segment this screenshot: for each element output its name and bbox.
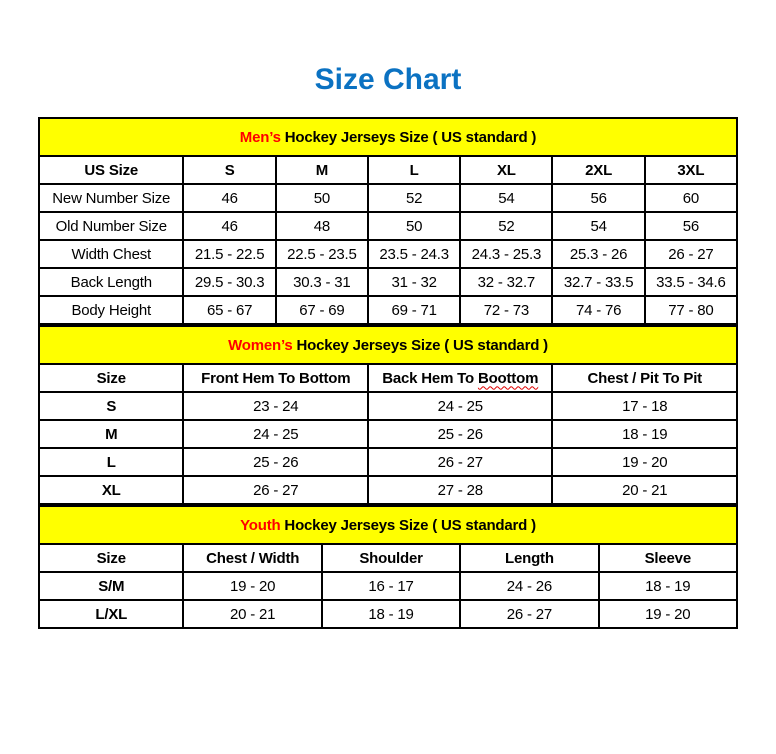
mens-row-label-old-number-size: Old Number Size [39, 212, 183, 240]
mens-width-chest-value-5: 26 - 27 [645, 240, 737, 268]
mens-col-header-2xl: 2XL [552, 156, 644, 184]
youth-l-xl-value-3: 19 - 20 [599, 600, 737, 628]
womens-s-value-2: 17 - 18 [552, 392, 737, 420]
womens-size-table [38, 325, 738, 505]
mens-col-header-xl: XL [460, 156, 552, 184]
womens-row-label-l: L [39, 448, 183, 476]
womens-col-header-back-hem-to-boottom: Back Hem To Boottom [368, 364, 553, 392]
womens-section-title [39, 326, 737, 364]
youth-s-m-value-0: 19 - 20 [183, 572, 321, 600]
mens-row-back-length [39, 268, 737, 296]
misspelled-word-squiggle: Boottom [477, 369, 539, 387]
mens-body-height-value-2: 69 - 71 [368, 296, 460, 324]
youth-col-header-shoulder: Shoulder [322, 544, 460, 572]
mens-new-number-size-value-4: 56 [552, 184, 644, 212]
womens-row-xl [39, 476, 737, 504]
womens-m-value-1: 25 - 26 [368, 420, 553, 448]
mens-old-number-size-value-3: 52 [460, 212, 552, 240]
mens-old-number-size-value-5: 56 [645, 212, 737, 240]
mens-section-title [39, 118, 737, 156]
youth-section-title-rest: Hockey Jerseys Size ( US standard ) [280, 516, 536, 534]
youth-row-label-s-m: S/M [39, 572, 183, 600]
youth-row-l-xl [39, 600, 737, 628]
womens-m-value-0: 24 - 25 [183, 420, 368, 448]
youth-header-row [39, 544, 737, 572]
youth-section-title [39, 506, 737, 544]
mens-row-label-body-height: Body Height [39, 296, 183, 324]
womens-row-m [39, 420, 737, 448]
youth-col-header-length: Length [460, 544, 598, 572]
mens-back-length-value-3: 32 - 32.7 [460, 268, 552, 296]
mens-width-chest-value-2: 23.5 - 24.3 [368, 240, 460, 268]
mens-col-header-3xl: 3XL [645, 156, 737, 184]
mens-col-header-m: M [276, 156, 368, 184]
mens-width-chest-value-0: 21.5 - 22.5 [183, 240, 275, 268]
mens-row-body-height [39, 296, 737, 324]
mens-new-number-size-value-0: 46 [183, 184, 275, 212]
mens-new-number-size-value-2: 52 [368, 184, 460, 212]
youth-col-header-size: Size [39, 544, 183, 572]
mens-width-chest-value-4: 25.3 - 26 [552, 240, 644, 268]
womens-l-value-0: 25 - 26 [183, 448, 368, 476]
size-chart-page [0, 62, 776, 629]
youth-s-m-value-1: 16 - 17 [322, 572, 460, 600]
mens-back-length-value-4: 32.7 - 33.5 [552, 268, 644, 296]
youth-row-label-l-xl: L/XL [39, 600, 183, 628]
mens-row-label-back-length: Back Length [39, 268, 183, 296]
mens-back-length-value-5: 33.5 - 34.6 [645, 268, 737, 296]
mens-new-number-size-value-1: 50 [276, 184, 368, 212]
page-title: Size Chart [314, 63, 462, 96]
youth-l-xl-value-1: 18 - 19 [322, 600, 460, 628]
mens-new-number-size-value-3: 54 [460, 184, 552, 212]
youth-size-table [38, 505, 738, 629]
mens-width-chest-value-1: 22.5 - 23.5 [276, 240, 368, 268]
womens-section-title-rest: Hockey Jerseys Size ( US standard ) [292, 336, 548, 354]
mens-width-chest-value-3: 24.3 - 25.3 [460, 240, 552, 268]
mens-col-header-us-size: US Size [39, 156, 183, 184]
youth-col-header-sleeve: Sleeve [599, 544, 737, 572]
mens-body-height-value-3: 72 - 73 [460, 296, 552, 324]
youth-row-s-m [39, 572, 737, 600]
youth-section-band-row [39, 506, 737, 544]
size-tables-container [38, 117, 738, 629]
womens-col-header-size: Size [39, 364, 183, 392]
womens-section-band-row [39, 326, 737, 364]
youth-l-xl-value-0: 20 - 21 [183, 600, 321, 628]
mens-col-header-s: S [183, 156, 275, 184]
mens-row-old-number-size [39, 212, 737, 240]
mens-back-length-value-1: 30.3 - 31 [276, 268, 368, 296]
youth-section-title-highlight: Youth [240, 516, 281, 534]
womens-header-row [39, 364, 737, 392]
mens-section-title-highlight: Men’s [239, 128, 281, 146]
womens-row-label-m: M [39, 420, 183, 448]
mens-col-header-l: L [368, 156, 460, 184]
mens-header-row [39, 156, 737, 184]
youth-s-m-value-3: 18 - 19 [599, 572, 737, 600]
mens-size-table [38, 117, 738, 325]
mens-body-height-value-4: 74 - 76 [552, 296, 644, 324]
mens-body-height-value-1: 67 - 69 [276, 296, 368, 324]
womens-section-title-highlight: Women’s [228, 336, 293, 354]
youth-s-m-value-2: 24 - 26 [460, 572, 598, 600]
womens-xl-value-1: 27 - 28 [368, 476, 553, 504]
womens-s-value-1: 24 - 25 [368, 392, 553, 420]
mens-back-length-value-2: 31 - 32 [368, 268, 460, 296]
womens-row-label-xl: XL [39, 476, 183, 504]
mens-section-band-row [39, 118, 737, 156]
womens-row-l [39, 448, 737, 476]
mens-new-number-size-value-5: 60 [645, 184, 737, 212]
mens-body-height-value-5: 77 - 80 [645, 296, 737, 324]
womens-xl-value-2: 20 - 21 [552, 476, 737, 504]
womens-m-value-2: 18 - 19 [552, 420, 737, 448]
mens-old-number-size-value-1: 48 [276, 212, 368, 240]
mens-old-number-size-value-2: 50 [368, 212, 460, 240]
womens-xl-value-0: 26 - 27 [183, 476, 368, 504]
mens-back-length-value-0: 29.5 - 30.3 [183, 268, 275, 296]
womens-col-header-chest-pit-to-pit: Chest / Pit To Pit [552, 364, 737, 392]
mens-body-height-value-0: 65 - 67 [183, 296, 275, 324]
womens-row-s [39, 392, 737, 420]
womens-s-value-0: 23 - 24 [183, 392, 368, 420]
youth-l-xl-value-2: 26 - 27 [460, 600, 598, 628]
womens-row-label-s: S [39, 392, 183, 420]
mens-row-width-chest [39, 240, 737, 268]
mens-row-label-new-number-size: New Number Size [39, 184, 183, 212]
mens-row-new-number-size [39, 184, 737, 212]
mens-section-title-rest: Hockey Jerseys Size ( US standard ) [280, 128, 537, 146]
womens-l-value-2: 19 - 20 [552, 448, 737, 476]
youth-col-header-chest-width: Chest / Width [183, 544, 321, 572]
mens-row-label-width-chest: Width Chest [39, 240, 183, 268]
mens-old-number-size-value-4: 54 [552, 212, 644, 240]
womens-l-value-1: 26 - 27 [368, 448, 553, 476]
mens-old-number-size-value-0: 46 [183, 212, 275, 240]
womens-col-header-front-hem-to-bottom: Front Hem To Bottom [183, 364, 368, 392]
